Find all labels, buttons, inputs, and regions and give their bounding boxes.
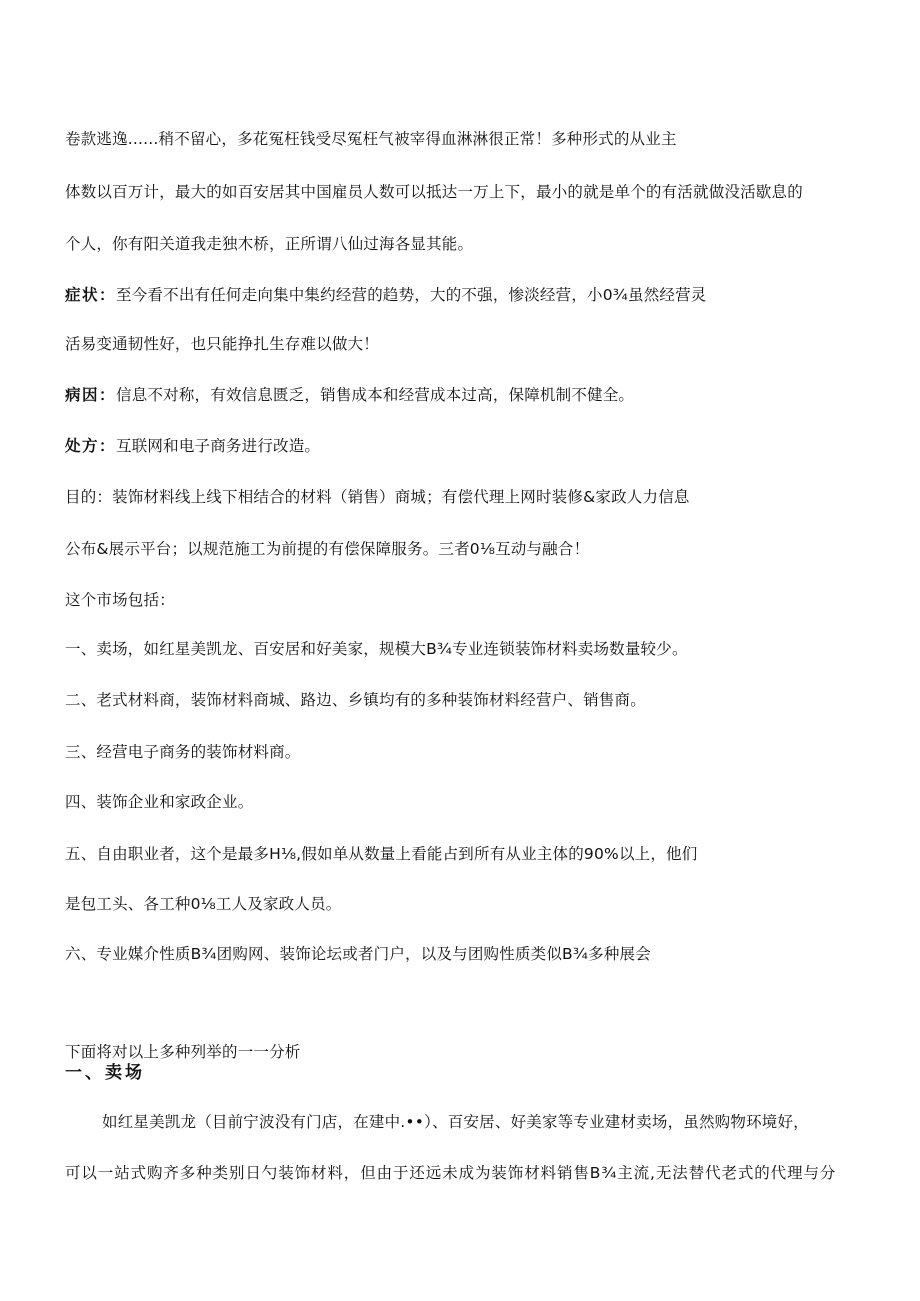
cause-line	[65, 384, 634, 406]
market-item: 是包工头、各工种0⅛工人及家政人员。	[65, 895, 342, 913]
cause-text: 信息不对称，有效信息匮乏，销售成本和经营成本过高，保障机制不健全。	[116, 386, 635, 404]
paragraph-line: 活易变通韧性好，也只能挣扎生存难以做大！	[65, 335, 380, 353]
cause-label: 病因：	[65, 386, 117, 404]
prescription-label: 处方：	[65, 437, 117, 455]
market-item: 四、装饰企业和家政企业。	[65, 793, 254, 811]
market-item: 五、自由职业者，这个是最多H⅛,假如单从数量上看能占到所有从业主体的90%以上，他们	[65, 845, 698, 863]
paragraph-line: 卷款逃逸......稍不留心，多花冤枉钱受尽冤枉气被宰得血淋淋很正常！多种形式的从业主	[65, 130, 677, 148]
symptom-text: 至今看不出有任何走向集中集约经营的趋势，大的不强，惨淡经营，小0¾虽然经营灵	[116, 286, 707, 304]
paragraph-line: 个人，你有阳关道我走独木桥，正所谓八仙过海各显其能。	[65, 235, 474, 253]
market-item: 三、经营电子商务的装饰材料商。	[65, 743, 301, 761]
paragraph-line: 如红星美凯龙（目前宁波没有门店，在建中.••）、百安居、好美家等专业建材卖场，虽然购物环境好，	[102, 1113, 809, 1131]
purpose-line: 目的：装饰材料线上线下相结合的材料（销售）商城；有偿代理上网时装修&家政人力信息	[65, 488, 690, 506]
market-item: 二、老式材料商，装饰材料商城、路边、乡镇均有的多种装饰材料经营户、销售商。	[65, 691, 646, 709]
section-title: 一、卖场	[65, 1063, 145, 1083]
paragraph-line: 体数以百万计，最大的如百安居其中国雇员人数可以抵达一万上下，最小的就是单个的有活就做没活歇息的	[65, 183, 803, 201]
market-item: 一、卖场，如红星美凯龙、百安居和好美家，规模大B¾专业连锁装饰材料卖场数量较少。	[65, 640, 688, 658]
market-intro: 这个市场包括：	[65, 591, 175, 609]
market-item: 六、专业媒介性质B¾团购网、装饰论坛或者门户，以及与团购性质类似B¾多种展会	[65, 945, 651, 963]
prescription-text: 互联网和电子商务进行改造。	[116, 437, 321, 455]
analysis-intro: 下面将对以上多种列举的一一分析	[65, 1043, 301, 1061]
paragraph-line: 可以一站式购齐多种类别日勺装饰材料，但由于还远未成为装饰材料销售B¾主流,无法替代老式的代理与分	[65, 1164, 837, 1182]
prescription-line	[65, 435, 320, 457]
symptom-line	[65, 284, 707, 306]
purpose-line: 公布&展示平台；以规范施工为前提的有偿保障服务。三者0⅛互动与融合！	[65, 540, 590, 558]
symptom-label: 症状：	[65, 286, 117, 304]
